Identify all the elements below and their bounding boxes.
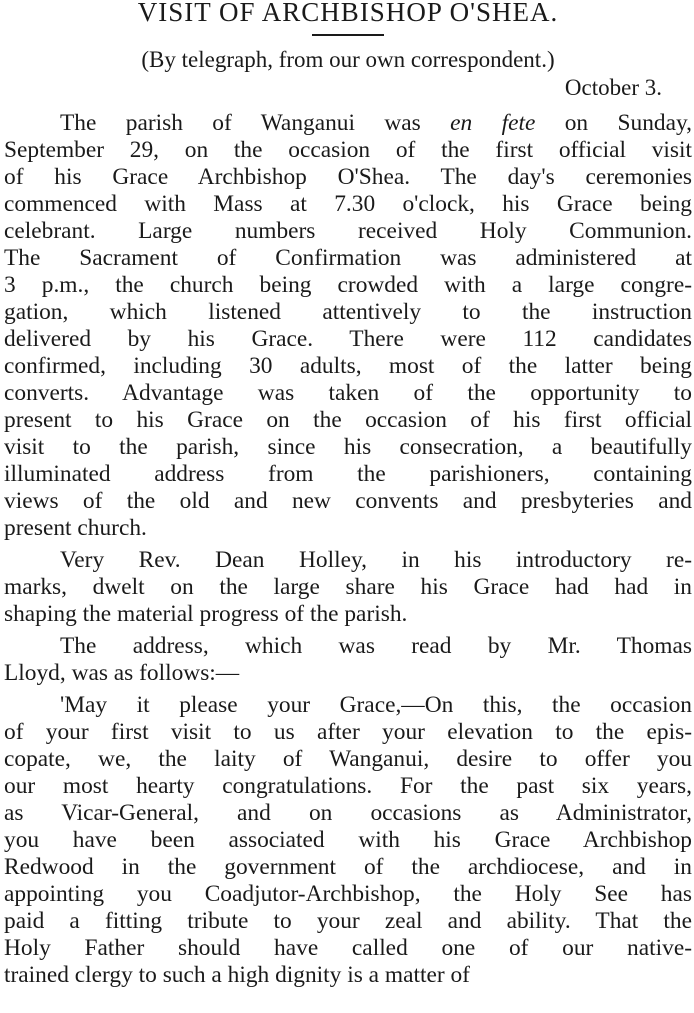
text-line: gation, which listened attentively to the instruction [4, 299, 692, 325]
text-line: present church. [4, 515, 147, 541]
text-line: present to his Grace on the occasion of his first official [4, 407, 692, 433]
text-line: confirmed, including 30 adults, most of the latter being [4, 353, 692, 379]
article-paragraph [4, 633, 692, 687]
text-line: 'May it please your Grace,—On this, the occasion [60, 692, 692, 718]
article-paragraph [4, 547, 692, 628]
text-line: September 29, on the occasion of the first official visit [4, 137, 692, 163]
text-line: as Vicar-General, and on occasions as Administrator, [4, 800, 692, 826]
text-line: celebrant. Large numbers received Holy Communion. [4, 218, 692, 244]
text-line: Very Rev. Dean Holley, in his introductory re- [60, 547, 692, 573]
text-line: The Sacrament of Confirmation was administered at [4, 245, 692, 271]
article-paragraph [4, 692, 692, 989]
text-line: trained clergy to such a high dignity is a matter of [4, 962, 470, 988]
text-line: of your first visit to us after your elevation to the epis- [4, 719, 692, 745]
article-body [4, 110, 692, 989]
newspaper-article [4, 0, 692, 989]
article-headline: VISIT OF ARCHBISHOP O'SHEA. [137, 0, 559, 27]
text-line: of his Grace Archbishop O'Shea. The day's ceremonies [4, 164, 692, 190]
text-line: views of the old and new convents and presbyteries and [4, 488, 692, 514]
text-line: Redwood in the government of the archdiocese, and in [4, 854, 692, 880]
article-subhead: (By telegraph, from our own correspondent.) [141, 47, 555, 72]
headline-rule [312, 34, 384, 36]
text-line: Holy Father should have called one of our native- [4, 935, 692, 961]
text-line: The address, which was read by Mr. Thomas [60, 633, 692, 659]
text-line: visit to the parish, since his consecration, a beautifully [4, 434, 692, 460]
text-line: The parish of Wanganui was en fete on Sunday, [60, 110, 692, 136]
text-line: you have been associated with his Grace Archbishop [4, 827, 692, 853]
text-line: appointing you Coadjutor-Archbishop, the Holy See has [4, 881, 692, 907]
text-line: our most hearty congratulations. For the past six years, [4, 773, 692, 799]
article-dateline: October 3. [564, 75, 662, 100]
text-line: marks, dwelt on the large share his Grace had had in [4, 574, 692, 600]
text-line: commenced with Mass at 7.30 o'clock, his Grace being [4, 191, 692, 217]
text-line: illuminated address from the parishioners, containing [4, 461, 692, 487]
text-line: converts. Advantage was taken of the opportunity to [4, 380, 692, 406]
text-line: shaping the material progress of the parish. [4, 601, 408, 627]
italic-phrase: en fete [450, 110, 536, 136]
text-line: Lloyd, was as follows:— [4, 660, 240, 686]
text-line: paid a fitting tribute to your zeal and ability. That the [4, 908, 692, 934]
text-line: 3 p.m., the church being crowded with a large congre- [4, 272, 692, 298]
text-line: copate, we, the laity of Wanganui, desire to offer you [4, 746, 692, 772]
article-paragraph [4, 110, 692, 542]
text-line: delivered by his Grace. There were 112 candidates [4, 326, 692, 352]
